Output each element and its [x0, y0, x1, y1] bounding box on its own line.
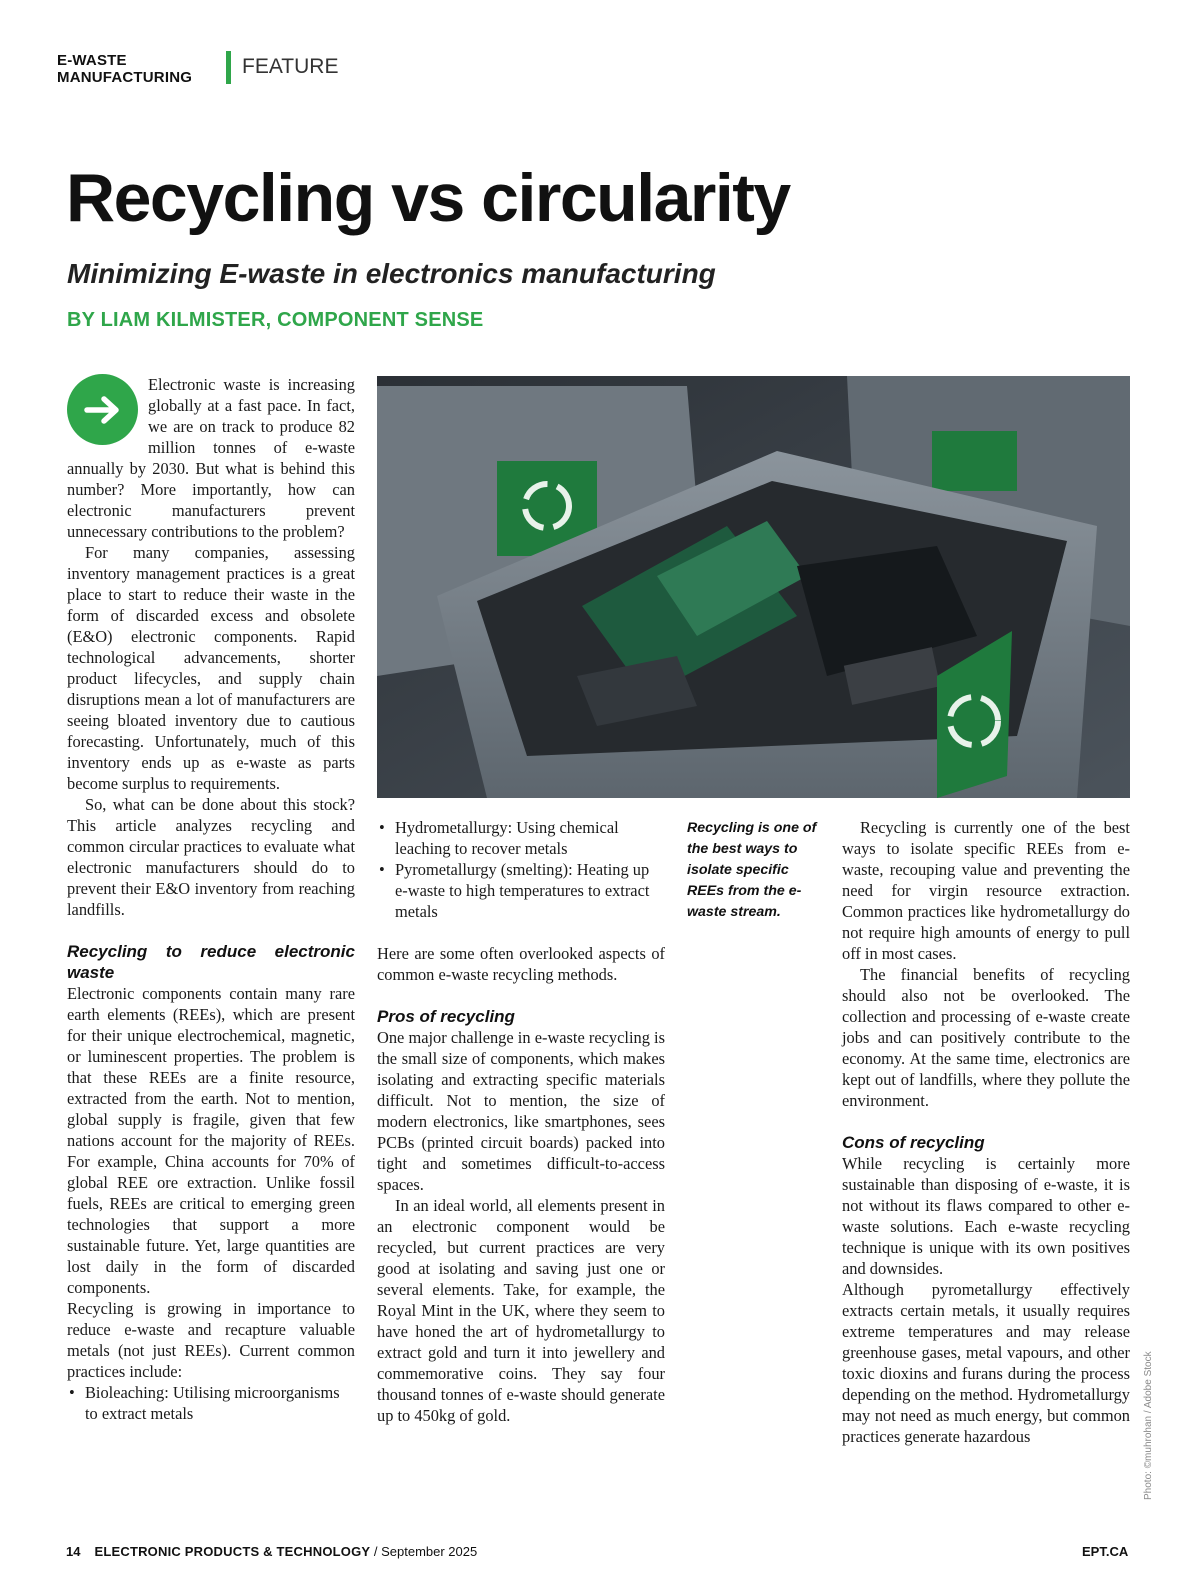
paragraph: Although pyrometallurgy effectively extracts certain metals, it usually requires extreme temperatures and may release greenhouse gases, metal vapours, and other toxic dioxins and furans during the process depending on the method. Hydrometallurgy may not need as much energy, but common practices generate hazardous	[842, 1280, 1130, 1446]
photo-credit: Photo: ©muhrohan / Adobe Stock	[1143, 1351, 1154, 1500]
column-3	[842, 817, 1130, 1447]
article-title: Recycling vs circularity	[66, 160, 790, 236]
paragraph: So, what can be done about this stock? This article analyzes recycling and common circular practices to evaluate what electronic manufacturers should do to prevent their E&O inventory from reaching landfills.	[67, 795, 355, 919]
paragraph: Recycling is currently one of the best ways to isolate specific REEs from e-waste, recouping value and preventing the need for virgin resource extraction. Common practices like hydrometallurgy do not require high amounts of energy to pull off in most cases.	[842, 818, 1130, 963]
article-photo	[377, 376, 1130, 798]
section-line-1: E-WASTE	[57, 52, 127, 69]
website-link[interactable]: EPT.CA	[1082, 1544, 1129, 1559]
paragraph: One major challenge in e-waste recycling is the small size of components, which makes isolating and extracting specific materials difficult. Not to mention, the size of modern electronics, like smartphones, sees PCBs (printed circuit boards) packed into tight and sometimes difficult-to-access spaces.	[377, 1028, 665, 1194]
article-subtitle: Minimizing E-waste in electronics manufacturing	[67, 258, 716, 289]
arrow-right-icon	[67, 374, 138, 445]
list-item: • Pyrometallurgy (smelting): Heating up e-waste to high temperatures to extract metals	[377, 859, 665, 922]
list-item: • Bioleaching: Utilising microorganisms to extract metals	[67, 1382, 355, 1424]
column-1	[67, 374, 355, 1424]
paragraph: For many companies, assessing inventory management practices is a great place to start to reduce their waste in the form of discarded excess and obsolete (E&O) electronic components. Rapid technological advancements, shorter product lifecycles, and supply chain disruptions mean a lot of manufacturers are seeing bloated inventory due to cautious forecasting. Unfortunately, much of this inventory ends up as e-waste as parts become surplus to requirements.	[67, 543, 355, 793]
recycling-methods-list	[67, 1382, 355, 1424]
magazine-name: ELECTRONIC PRODUCTS & TECHNOLOGY	[94, 1544, 371, 1559]
paragraph: In an ideal world, all elements present in an electronic component would be recycled, but current practices are very good at isolating and saving just one or several elements. Take, for example, the Royal Mint in the UK, where they seem to have honed the art of hydrometallurgy to extract gold and turn it into jewellery and commemorative coins. They say four thousand tonnes of e-waste should generate up to 450kg of gold.	[377, 1196, 665, 1425]
issue-date: / September 2025	[370, 1544, 478, 1559]
section-divider-bar	[226, 51, 231, 84]
list-item: • Hydrometallurgy: Using chemical leaching to recover metals	[377, 817, 665, 859]
article-byline: BY LIAM KILMISTER, COMPONENT SENSE	[67, 309, 484, 331]
heading-pros-of-recycling: Pros of recycling	[377, 1007, 515, 1026]
section-line-2: MANUFACTURING	[57, 69, 193, 86]
paragraph: While recycling is certainly more sustainable than disposing of e-waste, it is not without its flaws compared to other e-waste solutions. Each e-waste recycling technique is unique with its own positives and downsides.	[842, 1154, 1130, 1278]
pull-quote: Recycling is one of the best ways to isolate specific REEs from the e-waste stream.	[687, 820, 817, 920]
heading-cons-of-recycling: Cons of recycling	[842, 1133, 985, 1152]
paragraph: Electronic components contain many rare earth elements (REEs), which are present for their unique electrochemical, magnetic, or luminescent properties. The problem is that these REEs are a finite resource, extracted from the earth. Not to mention, global supply is fragile, given that few nations account for the majority of REEs. For example, China accounts for 70% of global REE ore extraction. Unlike fossil fuels, REEs are critical to emerging green technologies that support a more sustainable future. Yet, large quantities are lost daily in the form of discarded components.	[67, 984, 355, 1297]
recycling-methods-list-continued	[377, 817, 665, 922]
paragraph: Here are some often overlooked aspects of common e-waste recycling methods.	[377, 944, 665, 984]
column-2	[377, 817, 665, 1426]
page-number: 14	[66, 1544, 81, 1559]
page-footer	[66, 1544, 477, 1559]
paragraph: The financial benefits of recycling should also not be overlooked. The collection and processing of e-waste create jobs and can positively contribute to the economy. At the same time, electronics are kept out of landfills, where they pollute the environment.	[842, 965, 1130, 1110]
paragraph: Recycling is growing in importance to reduce e-waste and recapture valuable metals (not just REEs). Current common practices include:	[67, 1299, 355, 1381]
section-label	[57, 52, 227, 86]
heading-recycling-to-reduce: Recycling to reduce electronic waste	[67, 942, 355, 982]
paragraph-intro: Electronic waste is increasing globally at a fast pace. In fact, we are on track to produce 82 million tonnes of e-waste annually by 2030. But what is behind this number? More importantly, how can electronic manufacturers prevent unnecessary contributions to the problem?	[67, 375, 355, 541]
feature-label: FEATURE	[242, 55, 339, 78]
